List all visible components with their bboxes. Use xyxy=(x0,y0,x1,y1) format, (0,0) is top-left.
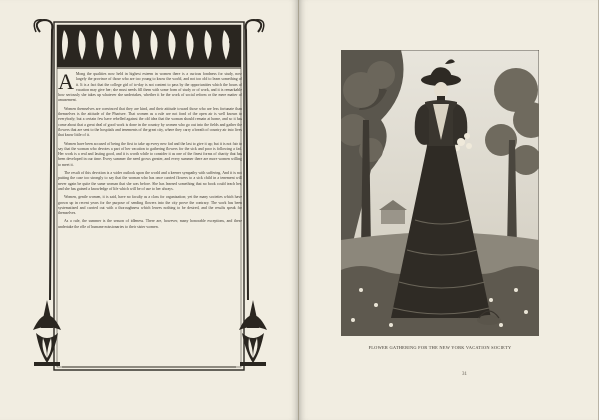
left-page xyxy=(0,0,299,420)
page-number: 31 xyxy=(462,372,467,377)
paragraph: Women, gentle women, it is said, have no faculty as a class for organization; yet the many societies which have grown up in recent years for the purpose of sending flowers into the city prove the contrary. The work has been systematized and carried out with a thoroughness which leaves nothing to be desired, and the results speak for themselves. xyxy=(58,195,242,216)
drop-cap: A xyxy=(58,72,74,94)
paragraph: Women have been accused of being the first to take up every new fad and the last to give it up; but it is not fair to say that the woman who devotes a part of her vacation to gathering flowers for the sick and poor is following a fad. Her work is a real and lasting good, and it is worth while to consider it as one of the finest forms of charity that has been developed in our time. Every summer the need grows greater, and every summer there are more women willing to meet it. xyxy=(58,141,242,167)
illustration-caption: FLOWER GATHERING FOR THE NEW YORK VACATION SOCIETY xyxy=(368,345,512,350)
illustration-flower-gathering xyxy=(341,50,539,336)
article-body xyxy=(58,72,242,368)
paragraph: Women themselves are convinced that they are kind, and their attitude toward those who are less fortunate than themselves is the attitude of the Pharisee. That women as a rule are not fond of the open air is well known to everybody; but a certain few have rebelled against the old idea that the woman should remain at home, and so it has come about that a great deal of good work is done in the country by women who go out into the fields and gather the flowers that are sent to the hospitals and tenements of the great city, where they carry a breath of country air into lives that know little of it. xyxy=(58,106,242,138)
paragraph: A Mong the qualities now held in highest esteem in women there is a curious fondness for study, now largely the province of those who are too young to know the world, and not too old to learn something of it. It is a fact that the college girl of to-day is not content to pass by the opportunities which the hours of vacation may give her; she must needs fill them with some form of study or of work, and it is remarkable how seriously she takes up whatever she undertakes, whether it be the work of social reform or the mere matter of amusement. xyxy=(58,72,242,103)
paragraph: As a rule, the summer is the season of idleness. There are, however, many honorable exceptions, and these undertake the rôle of humane missionaries to their sister women. xyxy=(58,219,242,229)
paragraph: The result of this devotion is a wider outlook upon the world and a keener sympathy with suffering. And it is not putting the case too strongly to say that the woman who has once carried flowers to a sick child in a tenement will never again be quite the same woman that she was before. She has learned something that no book could teach her, and she has gained a knowledge of life which will be of use to her always. xyxy=(58,171,242,191)
